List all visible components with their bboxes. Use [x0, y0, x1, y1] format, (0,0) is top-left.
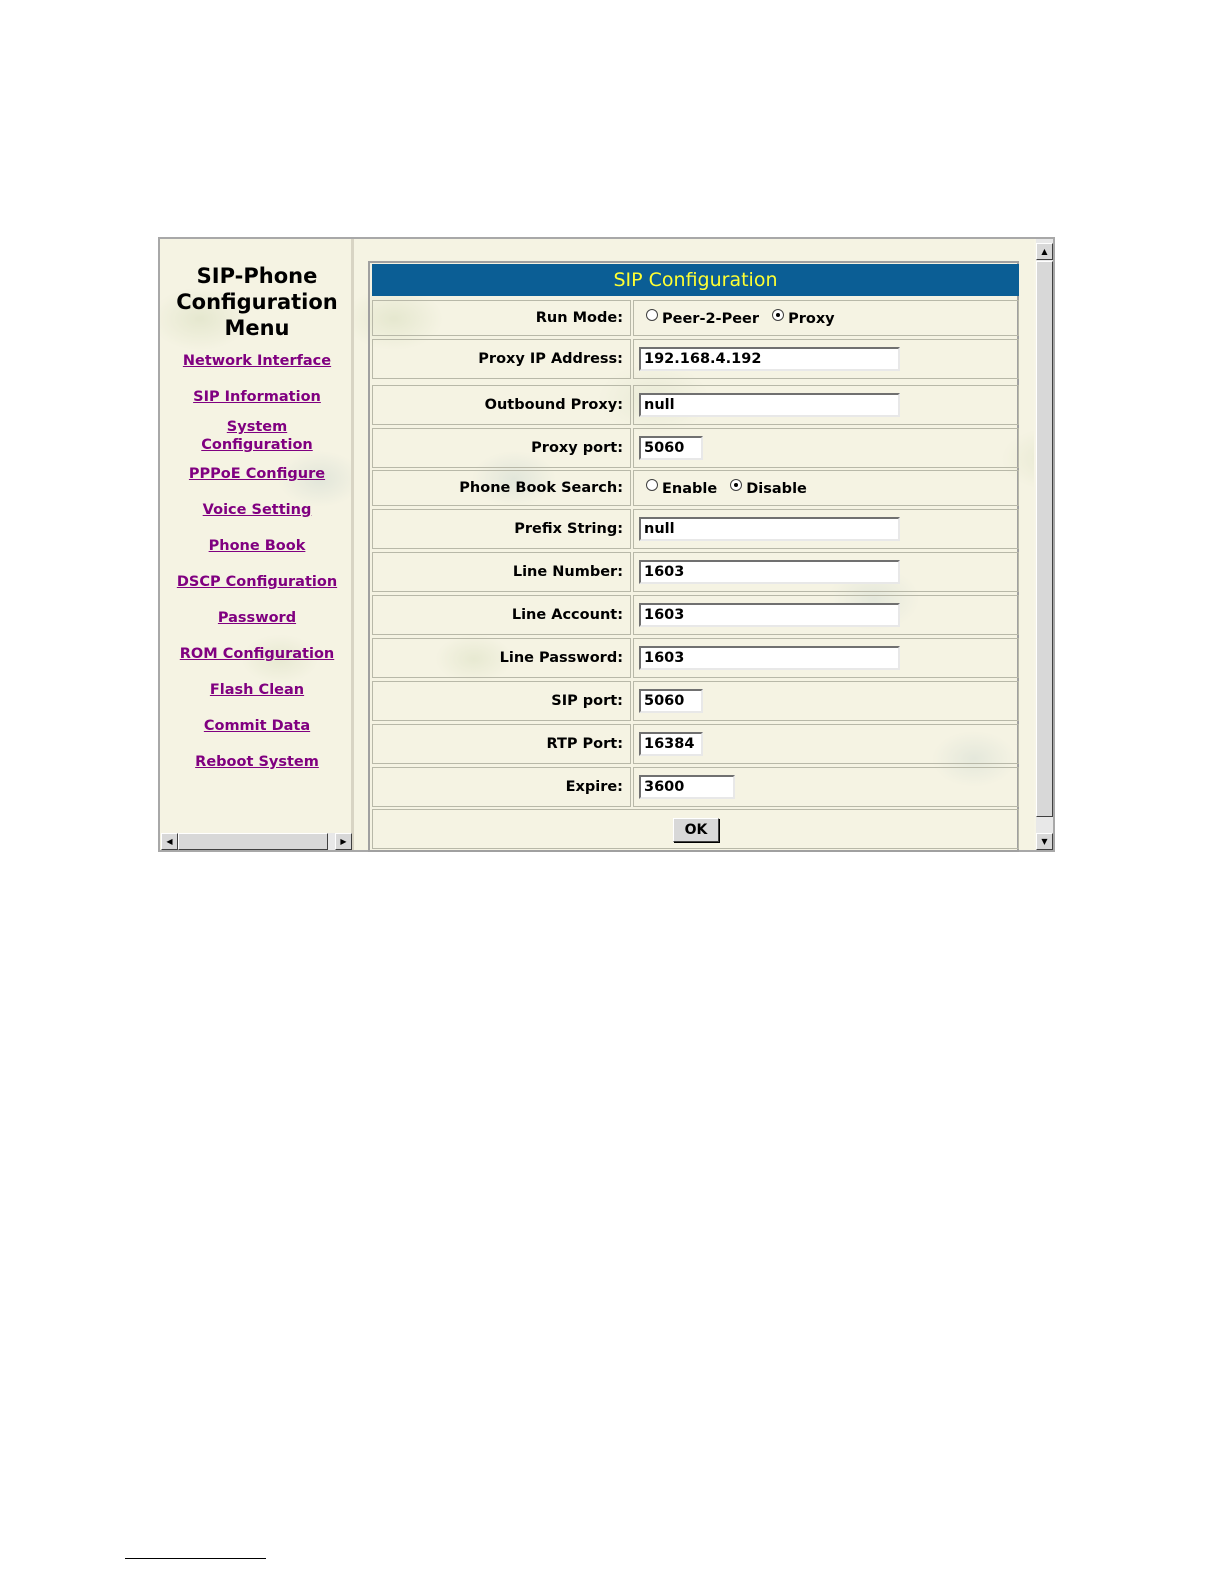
label-cell: [372, 638, 631, 678]
rtp-port-label: RTP Port:: [546, 736, 623, 752]
sip-port-input[interactable]: 5060: [639, 689, 703, 713]
phone-book-search-label: Phone Book Search:: [459, 480, 623, 496]
menu-link-system-configuration[interactable]: System Configuration: [201, 419, 313, 453]
menu-title-text: SIP-Phone Configuration Menu: [176, 264, 338, 340]
vertical-scroll-thumb[interactable]: [1036, 261, 1053, 817]
peer-2-peer-label: Peer-2-Peer: [662, 311, 760, 327]
menu-link-dscp-configuration[interactable]: DSCP Configuration: [176, 574, 338, 590]
menu-link-pppoe-configure[interactable]: PPPoE Configure: [188, 466, 326, 482]
value-cell: [633, 638, 1019, 678]
run-mode-radio-group: [646, 309, 835, 327]
label-cell: [372, 681, 631, 721]
disable-radio[interactable]: [730, 479, 742, 491]
label-cell: [372, 724, 631, 764]
row-proxy-ip: [372, 339, 1019, 379]
config-title: SIP Configuration: [372, 264, 1019, 296]
label-cell: [372, 300, 631, 336]
proxy-label: Proxy: [788, 311, 835, 327]
row-line-number: [372, 552, 1019, 592]
rtp-port-input[interactable]: 16384: [639, 732, 703, 756]
row-prefix-string: [372, 509, 1019, 549]
label-cell: [372, 552, 631, 592]
row-phone-book-search: [372, 470, 1019, 506]
proxy-ip-label: Proxy IP Address:: [478, 351, 623, 367]
menu-link-reboot-system[interactable]: Reboot System: [195, 754, 319, 770]
menu-horizontal-scrollbar[interactable]: [161, 833, 352, 850]
scroll-right-arrow-icon[interactable]: ▶: [335, 833, 352, 850]
row-outbound-proxy: [372, 385, 1019, 425]
line-account-label: Line Account:: [511, 607, 623, 623]
line-number-label: Line Number:: [512, 564, 623, 580]
label-cell: [372, 428, 631, 468]
line-password-label: Line Password:: [499, 650, 623, 666]
enable-radio[interactable]: [646, 479, 658, 491]
line-password-input[interactable]: 1603: [639, 646, 900, 670]
menu-link-voice-setting[interactable]: Voice Setting: [202, 502, 312, 518]
line-number-input[interactable]: 1603: [639, 560, 900, 584]
prefix-string-label: Prefix String:: [514, 521, 623, 537]
label-cell: [372, 385, 631, 425]
outbound-proxy-label: Outbound Proxy:: [484, 397, 623, 413]
horizontal-scroll-thumb[interactable]: [178, 833, 328, 850]
value-cell: [633, 509, 1019, 549]
menu-link-network-interface[interactable]: Network Interface: [182, 353, 332, 369]
scroll-left-arrow-icon[interactable]: ◀: [161, 833, 178, 850]
label-cell: [372, 470, 631, 506]
submit-cell: [372, 809, 1019, 849]
scroll-up-arrow-icon[interactable]: ▲: [1036, 243, 1053, 260]
phone-book-search-radio-group: [646, 479, 807, 497]
proxy-port-label: Proxy port:: [531, 440, 623, 456]
prefix-string-input[interactable]: null: [639, 517, 900, 541]
proxy-port-input[interactable]: 5060: [639, 436, 703, 460]
scroll-down-arrow-icon[interactable]: ▼: [1036, 833, 1053, 850]
peer-2-peer-radio[interactable]: [646, 309, 658, 321]
browser-frame: [158, 237, 1055, 852]
sip-port-label: SIP port:: [551, 693, 623, 709]
value-cell: [633, 724, 1019, 764]
line-account-input[interactable]: 1603: [639, 603, 900, 627]
row-expire: [372, 767, 1019, 807]
menu-link-phone-book[interactable]: Phone Book: [208, 538, 306, 554]
menu-title: [160, 263, 354, 341]
value-cell: [633, 552, 1019, 592]
value-cell: [633, 300, 1019, 336]
label-cell: [372, 509, 631, 549]
menu-link-rom-configuration[interactable]: ROM Configuration: [179, 646, 335, 662]
row-line-account: [372, 595, 1019, 635]
content-vertical-scrollbar[interactable]: [1036, 239, 1053, 850]
ok-button[interactable]: OK: [673, 818, 719, 842]
row-sip-port: [372, 681, 1019, 721]
disable-label: Disable: [746, 481, 807, 497]
expire-input[interactable]: 3600: [639, 775, 735, 799]
value-cell: [633, 470, 1019, 506]
content-pane: [354, 239, 1034, 850]
outbound-proxy-input[interactable]: null: [639, 393, 900, 417]
value-cell: [633, 385, 1019, 425]
row-run-mode: [372, 300, 1019, 336]
footnote-separator: [125, 1558, 266, 1559]
menu-link-flash-clean[interactable]: Flash Clean: [209, 682, 305, 698]
run-mode-label: Run Mode:: [535, 310, 623, 326]
row-rtp-port: [372, 724, 1019, 764]
proxy-ip-input[interactable]: 192.168.4.192: [639, 347, 900, 371]
value-cell: [633, 681, 1019, 721]
proxy-radio[interactable]: [772, 309, 784, 321]
row-proxy-port: [372, 428, 1019, 468]
label-cell: [372, 595, 631, 635]
menu-link-sip-information[interactable]: SIP Information: [193, 389, 321, 405]
menu-link-commit-data[interactable]: Commit Data: [203, 718, 311, 734]
label-cell: [372, 339, 631, 379]
row-submit: [372, 809, 1019, 849]
expire-label: Expire:: [565, 779, 623, 795]
value-cell: [633, 767, 1019, 807]
menu-pane: [160, 239, 354, 850]
value-cell: [633, 595, 1019, 635]
value-cell: [633, 428, 1019, 468]
menu-link-password[interactable]: Password: [217, 610, 297, 626]
label-cell: [372, 767, 631, 807]
enable-label: Enable: [662, 481, 718, 497]
row-line-password: [372, 638, 1019, 678]
value-cell: [633, 339, 1019, 379]
